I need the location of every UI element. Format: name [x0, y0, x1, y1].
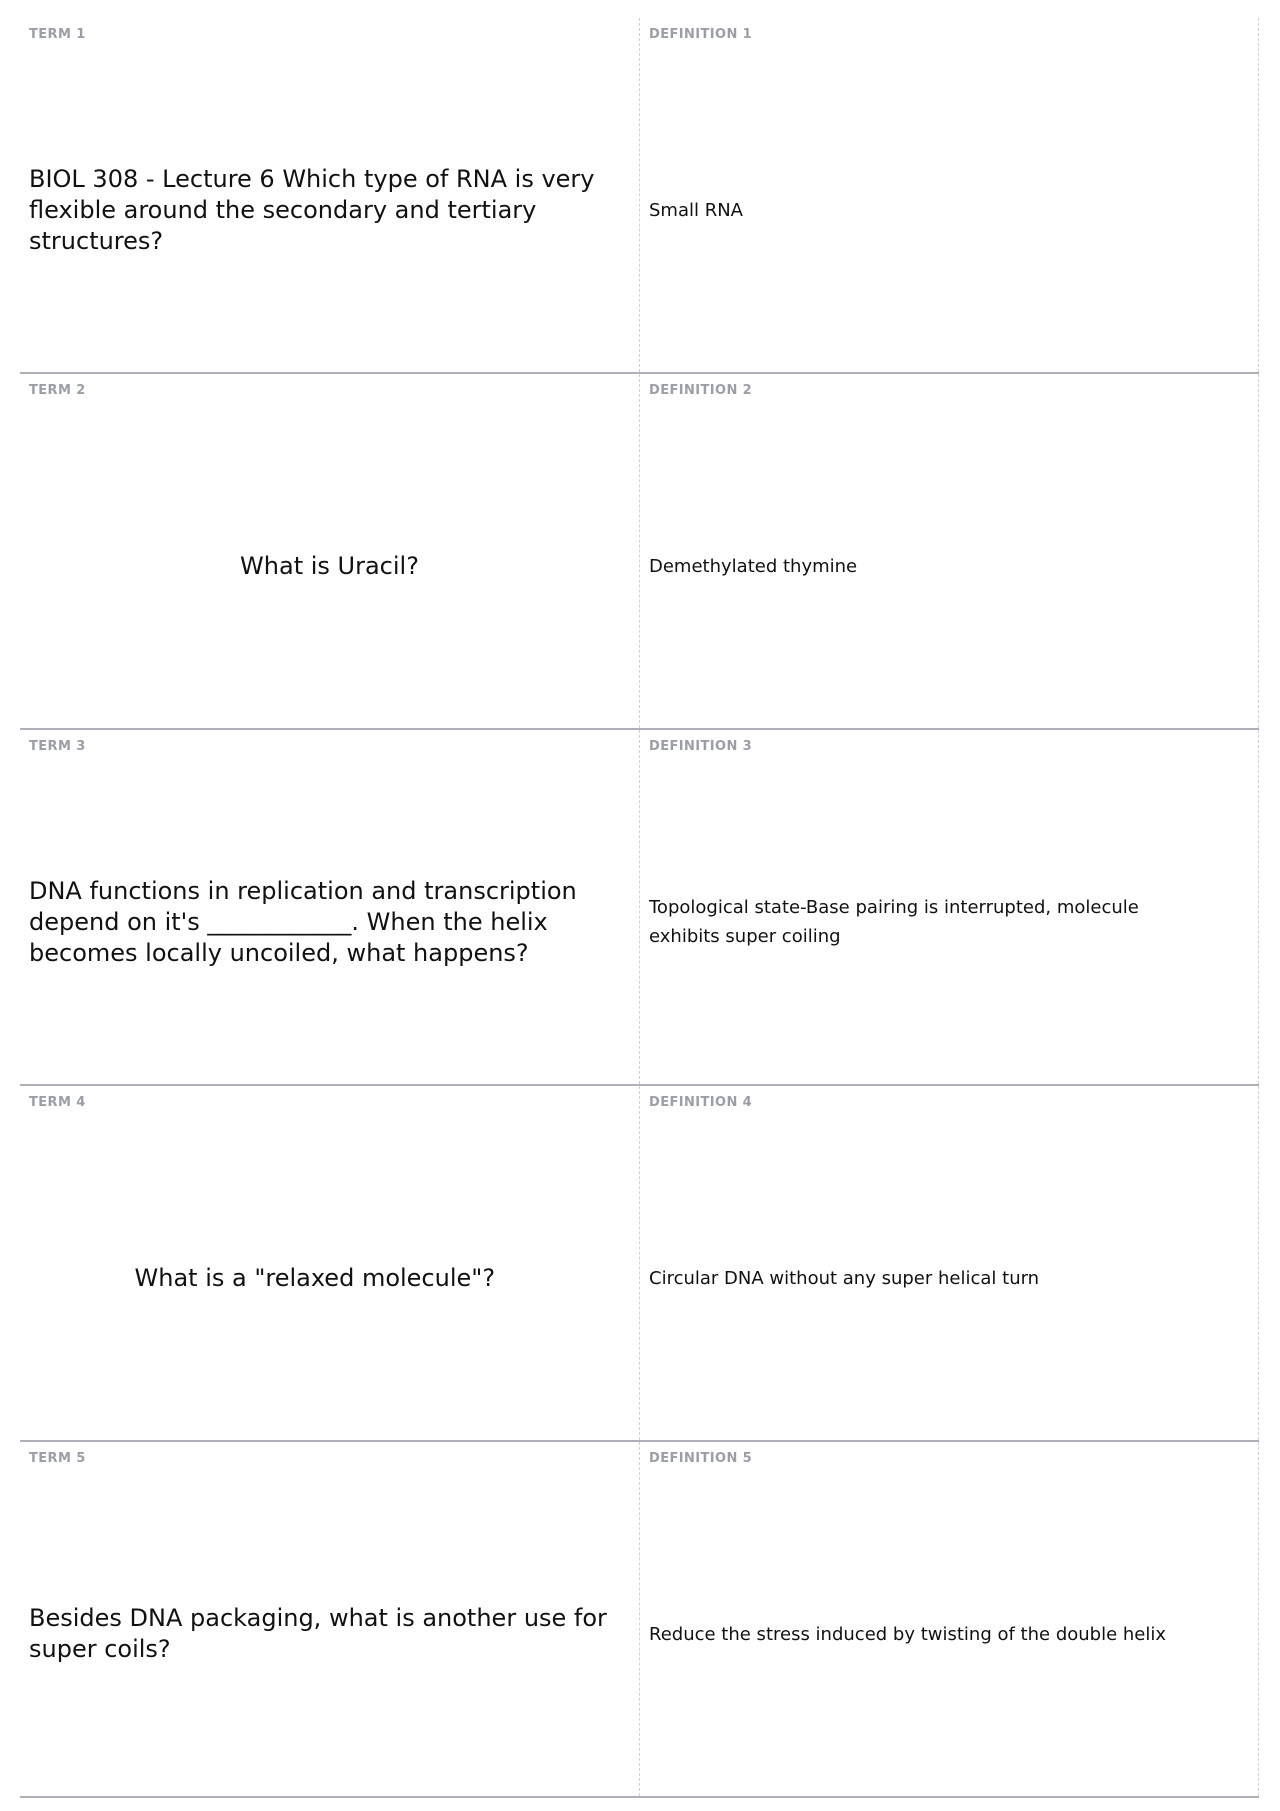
term-cell: [20, 1442, 640, 1796]
definition-cell: [640, 1442, 1259, 1796]
definition-text: Small RNA: [649, 199, 743, 221]
definition-text: Topological state-Base pairing is interrupted, molecule exhibits super coiling: [649, 897, 1139, 947]
flashcard-sheet: [20, 18, 1259, 1798]
definition-cell: [640, 1086, 1259, 1440]
definition-label: DEFINITION 2: [649, 383, 753, 398]
term-body: [20, 404, 639, 728]
card-row-5: [20, 1442, 1259, 1798]
term-text: BIOL 308 - Lecture 6 Which type of RNA is very flexible around the secondary and tertiary structures?: [29, 164, 595, 255]
definition-label: DEFINITION 3: [649, 739, 753, 754]
definition-body: [649, 404, 1246, 728]
definition-cell: [640, 374, 1259, 728]
term-label: TERM 5: [29, 1451, 86, 1466]
term-cell: [20, 730, 640, 1084]
definition-cell: [640, 730, 1259, 1084]
card-row-1: [20, 18, 1259, 374]
term-body: [29, 760, 627, 1084]
definition-body: [649, 760, 1246, 1084]
term-text: What is Uracil?: [240, 551, 419, 580]
term-cell: [20, 18, 640, 372]
definition-body: [649, 1116, 1246, 1440]
definition-label: DEFINITION 1: [649, 27, 753, 42]
definition-text: Circular DNA without any super helical turn: [649, 1267, 1040, 1289]
definition-text: Demethylated thymine: [649, 555, 858, 577]
term-text: What is a "relaxed molecule"?: [134, 1263, 496, 1292]
definition-body: [649, 48, 1246, 372]
term-label: TERM 4: [29, 1095, 86, 1110]
definition-text: Reduce the stress induced by twisting of the double helix: [649, 1623, 1167, 1645]
card-row-2: [20, 374, 1259, 730]
term-label: TERM 2: [29, 383, 86, 398]
card-row-3: [20, 730, 1259, 1086]
term-body: [29, 48, 627, 372]
term-body: [20, 1116, 639, 1440]
term-body: [29, 1472, 627, 1796]
definition-cell: [640, 18, 1259, 372]
term-label: TERM 1: [29, 27, 86, 42]
term-label: TERM 3: [29, 739, 86, 754]
term-cell: [20, 1086, 640, 1440]
term-cell: [20, 374, 640, 728]
definition-body: [649, 1472, 1246, 1796]
card-row-4: [20, 1086, 1259, 1442]
definition-label: DEFINITION 4: [649, 1095, 753, 1110]
term-text: Besides DNA packaging, what is another use for super coils?: [29, 1604, 607, 1663]
definition-label: DEFINITION 5: [649, 1451, 753, 1466]
term-text: DNA functions in replication and transcription depend on it's ____________. When the helix becomes locally uncoiled, what happens?: [29, 876, 577, 967]
